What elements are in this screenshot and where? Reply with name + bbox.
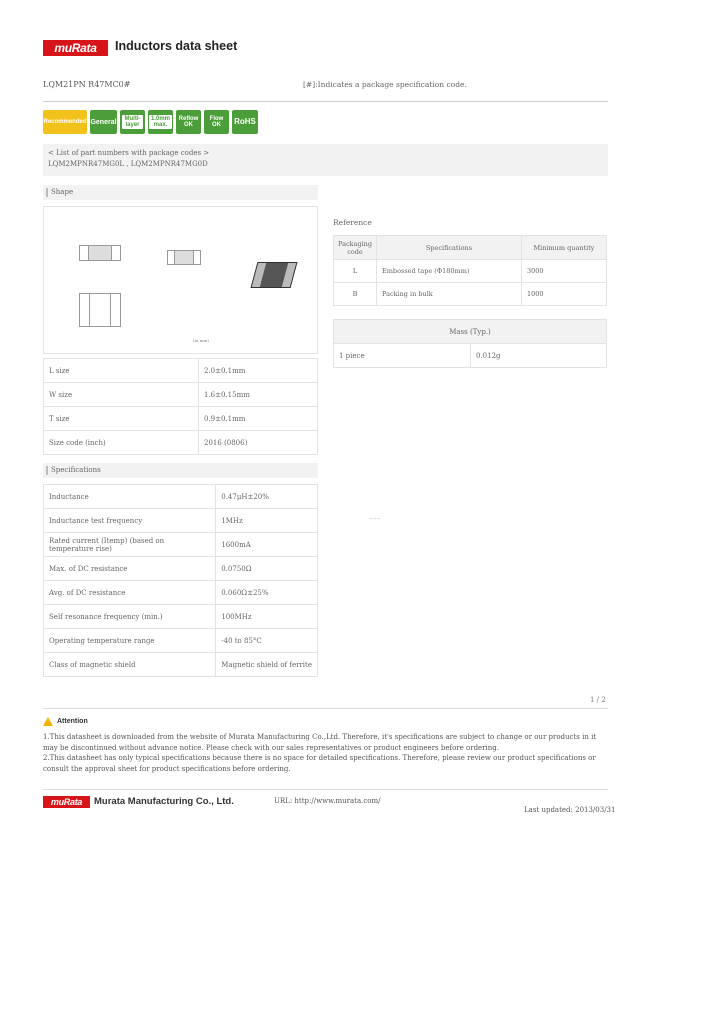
flow-badge: Flow OK	[204, 110, 229, 134]
attention-note: 1.This datasheet is downloaded from the website of Murata Manufacturing Co.,Ltd. Therefore, it's specifications are subject to change or our products in it may be discontinued without advance notice. Please check with our sales representatives or product engineers before ordering.	[43, 733, 597, 752]
rohs-badge: RoHS	[232, 110, 258, 134]
part-number: LQM21PN R47MC0#	[43, 80, 131, 89]
website-link[interactable]: URL: http://www.murata.com/	[274, 797, 381, 805]
page-title: Inductors data sheet	[115, 39, 238, 53]
table-header-row: Packaging code Specifications Minimum quantity	[334, 236, 607, 260]
table-row: L size 2.0±0.1mm	[44, 359, 318, 383]
table-row: Inductance test frequency 1MHz	[44, 509, 318, 533]
attention-note: 2.This datasheet has only typical specifications because there is no space for detailed specifications. Therefore, please review our product specifications or consult the approval sheet for product specifications before ordering.	[43, 754, 596, 773]
attention-notes	[43, 732, 613, 774]
reflow-badge: Reflow OK	[176, 110, 201, 134]
table-row: Self resonance frequency (min.) 100MHz	[44, 605, 318, 629]
drawing-top-view	[79, 245, 121, 261]
recommended-badge: Recommended	[43, 110, 87, 134]
table-row: Inductance 0.47μH±20%	[44, 485, 318, 509]
table-row: Size code (inch) 2016 (0806)	[44, 431, 318, 455]
divider	[43, 101, 608, 102]
thickness-badge: 1.0mm max.	[148, 110, 173, 134]
reference-title: Reference	[333, 218, 372, 227]
shape-drawing	[43, 206, 318, 354]
table-row: Avg. of DC resistance 0.060Ω±25%	[44, 581, 318, 605]
dimensions-table	[43, 358, 318, 455]
attention-heading: Attention	[43, 717, 88, 726]
divider	[43, 708, 608, 709]
murata-logo-footer: muRata	[43, 796, 90, 808]
table-row: 1 piece 0.012g	[334, 344, 607, 368]
table-row: L Embossed tape (Φ180mm) 3000	[334, 260, 607, 283]
multilayer-badge: Multi-layer	[120, 110, 145, 134]
spec-section-label: Specifications	[46, 466, 101, 475]
feature-badges	[43, 110, 258, 134]
package-code-note: [#]:Indicates a package specification code.	[303, 80, 467, 89]
table-row: Max. of DC resistance 0.0750Ω	[44, 557, 318, 581]
murata-logo: muRata	[43, 40, 108, 56]
mass-table	[333, 319, 607, 368]
company-name: Murata Manufacturing Co., Ltd.	[94, 796, 234, 807]
shape-unit-note: (in mm)	[193, 338, 209, 343]
drawing-front-view	[79, 293, 121, 327]
shape-section-header	[43, 185, 318, 200]
shape-section-label: Shape	[46, 188, 73, 197]
table-header-row: Mass (Typ.)	[334, 320, 607, 344]
page-number: 1 / 2	[590, 696, 606, 704]
drawing-side-view	[167, 250, 201, 265]
divider	[43, 789, 608, 790]
table-row: Class of magnetic shield Magnetic shield of ferrite	[44, 653, 318, 677]
table-row: W size 1.6±0.15mm	[44, 383, 318, 407]
table-row: B Packing in bulk 1000	[334, 283, 607, 306]
table-row: T size 0.9±0.1mm	[44, 407, 318, 431]
placeholder-dots: ......	[369, 514, 381, 521]
table-row: Operating temperature range -40 to 85°C	[44, 629, 318, 653]
specifications-table	[43, 484, 318, 677]
chip-3d-image	[251, 262, 298, 288]
package-list-heading: < List of part numbers with package codes >	[48, 149, 210, 157]
warning-icon	[43, 717, 53, 726]
table-row: Rated current (Itemp) (based on temperature rise) 1600mA	[44, 533, 318, 557]
last-updated: Last updated: 2013/03/31	[524, 806, 616, 814]
reference-table	[333, 235, 607, 306]
general-badge: General	[90, 110, 117, 134]
package-list-items[interactable]: LQM2MPNR47MG0L , LQM2MPNR47MG0D	[48, 160, 208, 168]
